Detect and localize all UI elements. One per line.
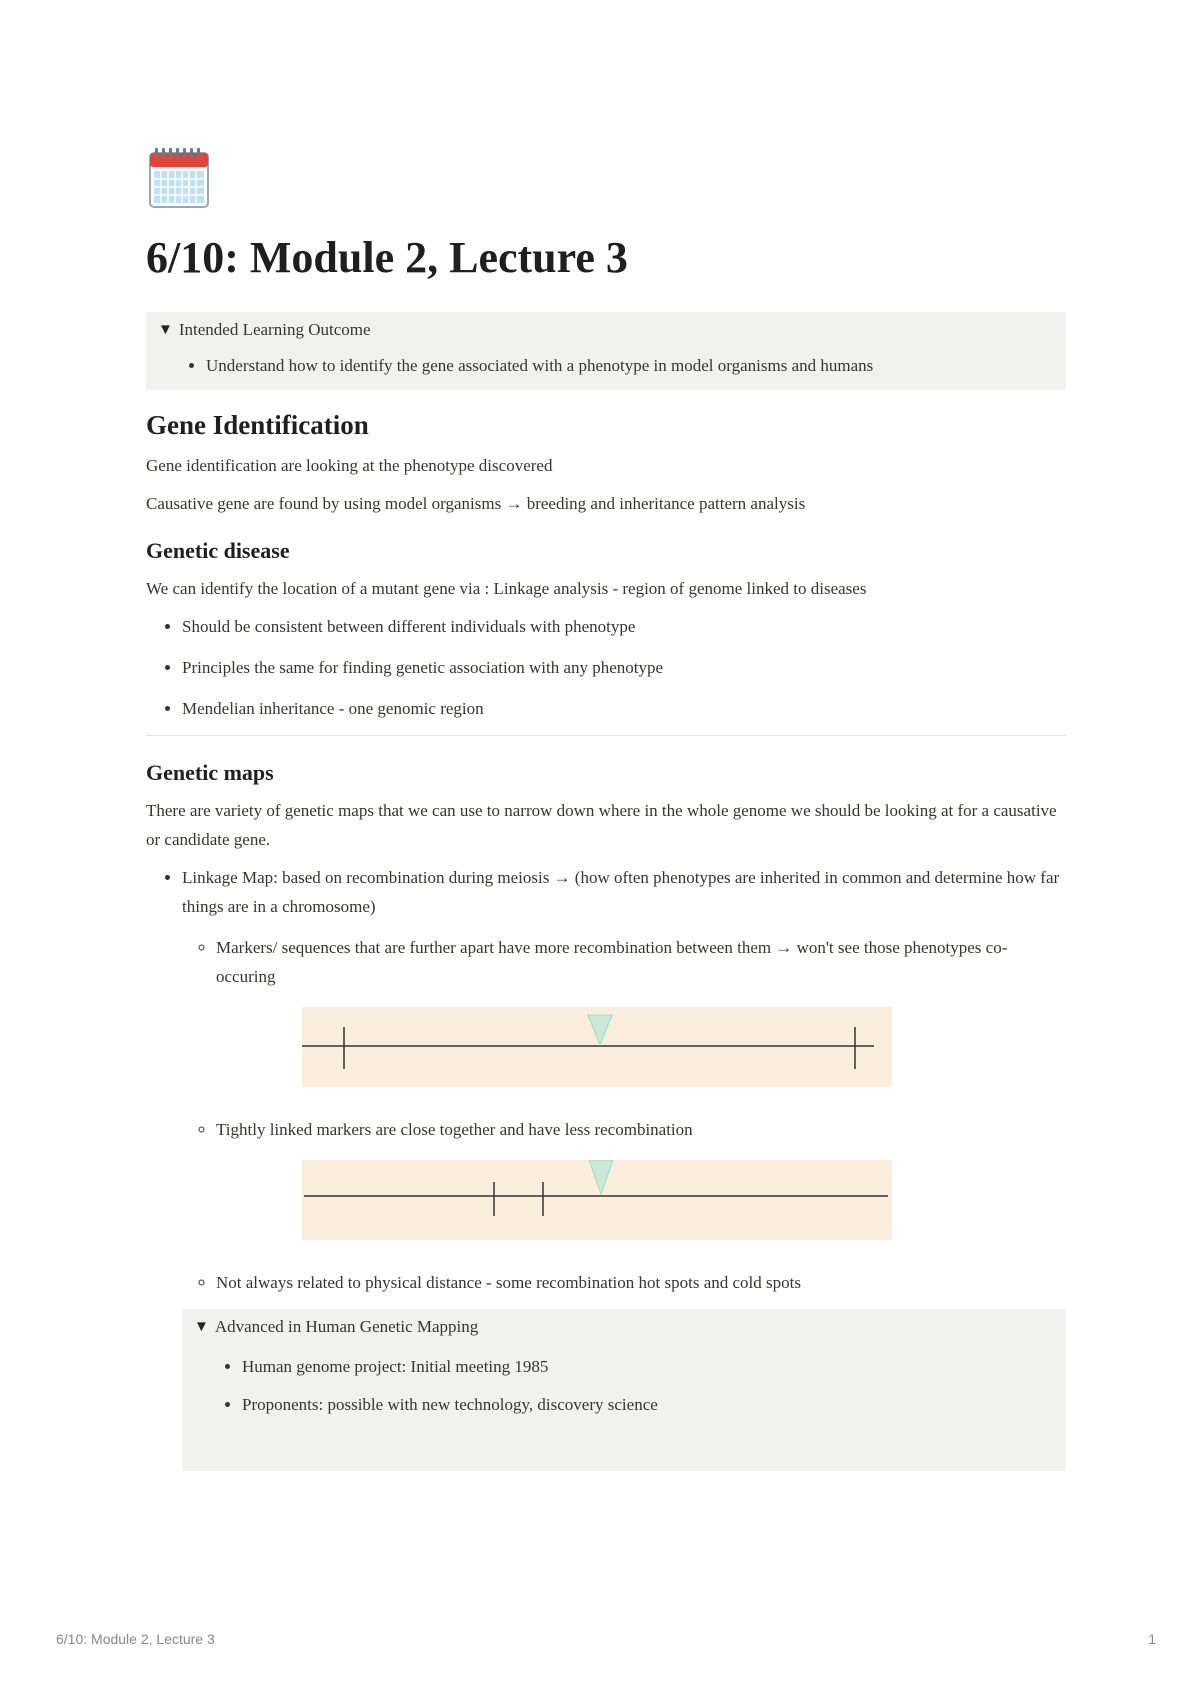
- page-content: [146, 145, 1066, 1471]
- list-item-text: Markers/ sequences that are further apart have more recombination between them → won't see those phenotypes co-occuring: [216, 938, 1008, 987]
- list-item-linkage-map: [182, 863, 1066, 1297]
- toggle-label: Intended Learning Outcome: [178, 320, 371, 340]
- sub-list: [182, 933, 1066, 1297]
- paragraph: Gene identification are looking at the phenotype discovered: [146, 456, 553, 476]
- list-item-text: Linkage Map: based on recombination during meiosis → (how often phenotypes are inherited in common and determine how far things are in a chromosome): [182, 868, 1060, 917]
- page-title: 6/10: Module 2, Lecture 3: [146, 233, 628, 282]
- footer-title: 6/10: Module 2, Lecture 3: [56, 1631, 215, 1647]
- paragraph: Causative gene are found by using model organisms → breeding and inheritance pattern analysis: [146, 494, 806, 514]
- learning-outcome-toggle[interactable]: [146, 312, 1066, 390]
- paragraph: There are variety of genetic maps that we can use to narrow down where in the whole genome we should be looking at for a causative or candidate gene.: [146, 801, 1057, 850]
- list-item: • Understand how to identify the gene associated with a phenotype in model organisms and humans: [206, 354, 1054, 378]
- calendar-icon: [146, 145, 212, 211]
- section-heading-genetic-disease: Genetic disease: [146, 538, 290, 564]
- section-heading-genetic-maps: Genetic maps: [146, 760, 274, 786]
- toggle-label: Advanced in Human Genetic Mapping: [214, 1317, 479, 1337]
- gene-marker-icon: [589, 1160, 613, 1194]
- sub-list-item: ◦ Not always related to physical distance - some recombination hot spots and cold spots: [216, 1268, 1066, 1297]
- sub-list-item: [216, 1115, 1066, 1240]
- linkage-figure-far-markers: [302, 1007, 892, 1087]
- divider: [146, 735, 1066, 736]
- list-item: • Proponents: possible with new technology, discovery science: [242, 1393, 1054, 1417]
- sub-list-item: [216, 933, 1066, 1087]
- triangle-down-icon[interactable]: ▼: [158, 322, 173, 339]
- list-item: • Should be consistent between different individuals with phenotype: [182, 612, 1066, 641]
- list-item: • Human genome project: Initial meeting 1985: [242, 1355, 1054, 1379]
- section-heading-gene-identification: Gene Identification: [146, 410, 369, 441]
- paragraph: We can identify the location of a mutant gene via : Linkage analysis - region of genome linked to diseases: [146, 579, 867, 599]
- list-item-text: Tightly linked markers are close together and have less recombination: [216, 1120, 693, 1140]
- advanced-mapping-toggle[interactable]: [182, 1309, 1066, 1471]
- bullet-list: [146, 863, 1066, 1297]
- bullet-list: [146, 612, 1066, 723]
- gene-marker-icon: [588, 1015, 612, 1045]
- triangle-down-icon[interactable]: ▼: [194, 1319, 209, 1336]
- linkage-figure-tight-markers: [302, 1160, 892, 1240]
- page-number: 1: [1148, 1631, 1156, 1647]
- list-item: • Mendelian inheritance - one genomic region: [182, 694, 1066, 723]
- list-item: • Principles the same for finding genetic association with any phenotype: [182, 653, 1066, 682]
